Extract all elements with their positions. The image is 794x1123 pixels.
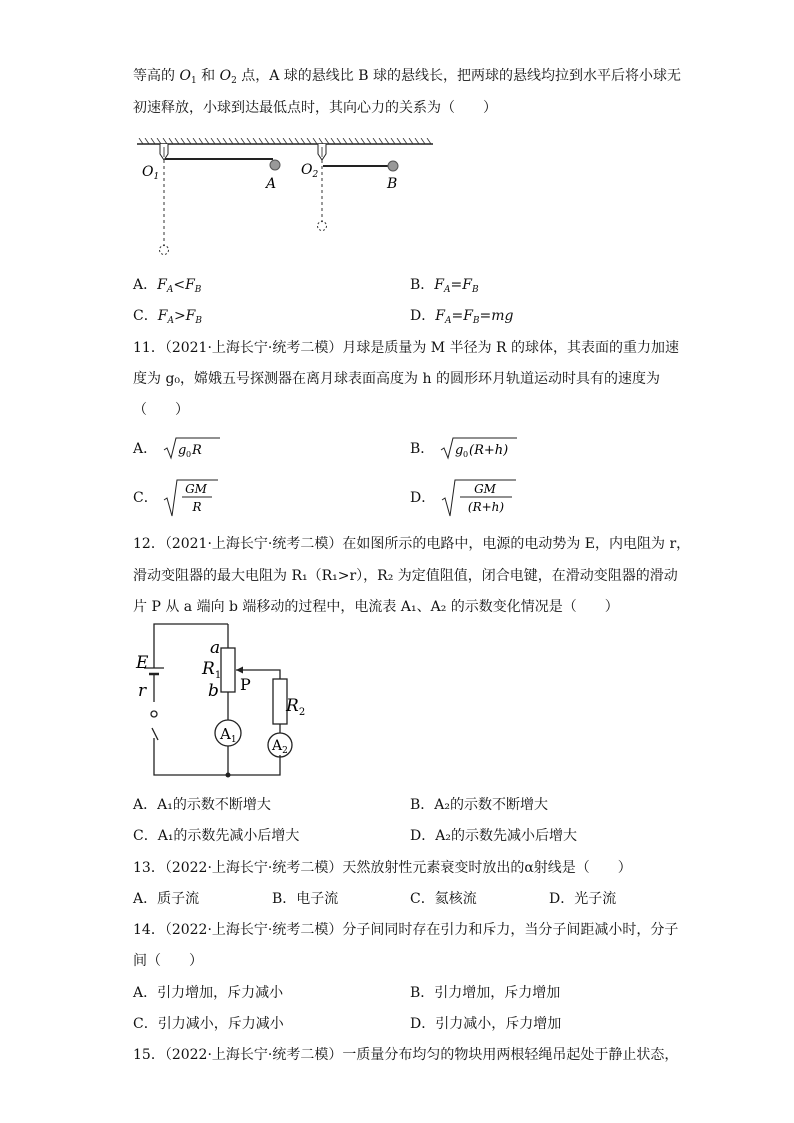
svg-text:g: g [177, 443, 186, 458]
svg-text:(R+h): (R+h) [468, 443, 508, 458]
circuit-p-label: P [240, 675, 251, 694]
svg-text:g: g [454, 443, 464, 458]
q10-option-c: C．$F_A>F_B$ [133, 308, 203, 326]
svg-text:R: R [191, 443, 202, 458]
pendulum-figure [135, 138, 435, 258]
q14-option-c: C．引力减小，斥力减小 [133, 1016, 284, 1032]
q12-option-a: A．A₁的示数不断增大 [133, 797, 271, 813]
q14-option-a: A．引力增加，斥力减小 [133, 985, 284, 1001]
q12-option-c: C．A₁的示数先减小后增大 [133, 828, 300, 844]
q14-option-d: D．引力减小，斥力增加 [410, 1016, 562, 1032]
q11-line3: （ ） [133, 402, 189, 418]
q11-option-c: C． GM R [133, 478, 222, 518]
q10-line1: 等高的 $O_1$ 和 $O_2$ 点，A 球的悬线比 B 球的悬线长，把两球的悬线均拉到水平后将小球无 [133, 68, 681, 86]
q11-line2: 度为 g₀，嫦娥五号探测器在离月球表面高度为 h 的圆形环月轨道运动时具有的速度为 [133, 371, 660, 387]
q12-option-b: B．A₂的示数不断增大 [410, 797, 549, 813]
q10-line2: 初速释放，小球到达最低点时，其向心力的关系为（ ） [133, 100, 497, 116]
q11-option-a: A． g 0 R [133, 436, 222, 462]
svg-text:R: R [192, 500, 202, 514]
svg-text:(R+h): (R+h) [467, 500, 504, 514]
q15-line1: 15．（2022·上海长宁·统考二模）一质量分布均匀的物块用两根轻绳吊起处于静止状态， [133, 1047, 679, 1063]
q13-option-a: A．质子流 [133, 891, 200, 907]
svg-text:GM: GM [185, 482, 208, 496]
q13-option-d: D．光子流 [549, 891, 617, 907]
circuit-r2-label: $R_2$ [286, 696, 306, 718]
q12-line2: 滑动变阻器的最大电阻为 R₁（R₁>r），R₂ 为定值阻值，闭合电键，在滑动变阻器的滑动 [133, 568, 678, 584]
q14-line2: 间（ ） [133, 953, 203, 969]
fig-o2-label: $O_2$ [301, 162, 319, 180]
q14-line1: 14．（2022·上海长宁·统考二模）分子间同时存在引力和斥力，当分子间距减小时，分子 [133, 922, 679, 938]
circuit-r1-label: $R_1$ [202, 659, 222, 681]
q10-option-d: D．$F_A=F_B=mg$ [410, 308, 514, 326]
q11-option-b: B． g 0 (R+h) [410, 436, 519, 462]
circuit-a-label: a [210, 638, 221, 658]
q13-line1: 13．（2022·上海长宁·统考二模）天然放射性元素衰变时放出的α射线是（ ） [133, 860, 632, 876]
q13-option-c: C．氦核流 [410, 891, 477, 907]
svg-text:0: 0 [185, 450, 191, 459]
fig-b-label: B [387, 176, 398, 192]
svg-text:0: 0 [462, 450, 468, 459]
q11-line1: 11．（2021·上海长宁·统考二模）月球是质量为 M 半径为 R 的球体，其表面的重力加速 [133, 340, 680, 356]
fig-a-label: A [266, 176, 277, 192]
q10-option-a: A．$F_A<F_B$ [133, 277, 202, 295]
q10-option-b: B．$F_A=F_B$ [410, 277, 479, 295]
q12-line3: 片 P 从 a 端向 b 端移动的过程中，电流表 A₁、A₂ 的示数变化情况是（ ） [133, 599, 619, 615]
circuit-b-label: b [208, 681, 219, 701]
circuit-r-label: r [138, 681, 147, 701]
q12-line1: 12．（2021·上海长宁·统考二模）在如图所示的电路中，电源的电动势为 E，内电阻为 r， [133, 536, 691, 552]
ammeter-a1-label: $A_1$ [220, 725, 237, 745]
q12-option-d: D．A₂的示数先减小后增大 [410, 828, 577, 844]
circuit-e-label: E [136, 653, 149, 673]
circuit-diagram [130, 620, 315, 785]
q13-option-b: B．电子流 [272, 891, 339, 907]
q14-option-b: B．引力增加，斥力增加 [410, 985, 561, 1001]
q11-option-d: D． GM (R+h) [410, 478, 520, 518]
svg-text:GM: GM [473, 482, 496, 496]
ammeter-a2-label: $A_2$ [272, 738, 288, 756]
fig-o1-label: $O_1$ [142, 164, 160, 182]
